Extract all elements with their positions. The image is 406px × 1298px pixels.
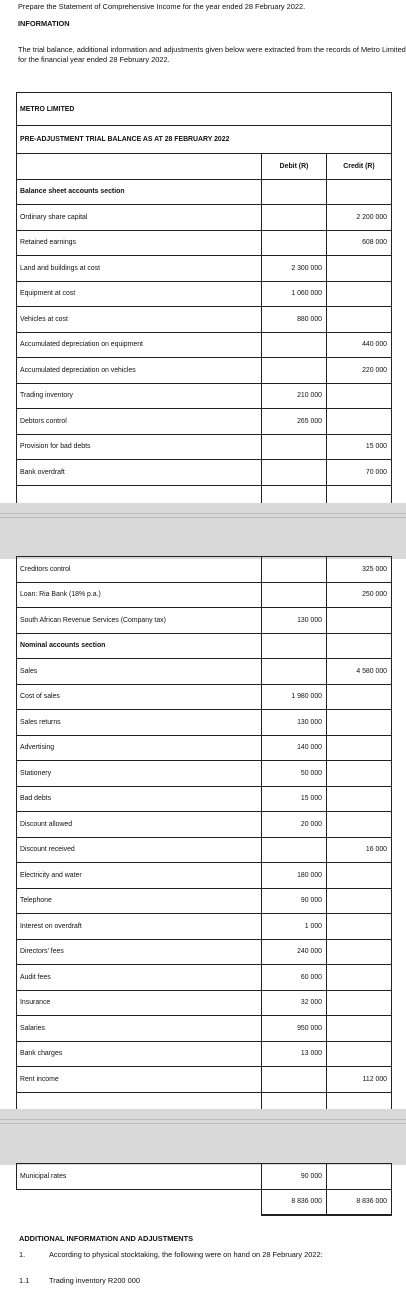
table-row (17, 990, 392, 1016)
table-row (17, 761, 392, 787)
section-row (17, 633, 392, 659)
table-row (17, 684, 392, 710)
account-name: Rent income (17, 1067, 262, 1093)
totals-row (17, 1189, 392, 1215)
header-row (17, 154, 392, 180)
table-row (17, 1164, 392, 1190)
account-name: Debtors control (17, 409, 262, 435)
table-row (17, 1016, 392, 1042)
table-row (17, 460, 392, 486)
account-name: Discount received (17, 837, 262, 863)
table-row (17, 281, 392, 307)
credit-value (327, 888, 392, 914)
account-name: Equipment at cost (17, 281, 262, 307)
account-name: Ordinary share capital (17, 205, 262, 231)
credit-value (327, 608, 392, 634)
table-row (17, 409, 392, 435)
credit-value (327, 735, 392, 761)
total-credit: 8 836 000 (327, 1189, 392, 1215)
information-heading: INFORMATION (18, 19, 70, 28)
table-row (17, 735, 392, 761)
debit-value (262, 434, 327, 460)
account-name: Insurance (17, 990, 262, 1016)
debit-value: 50 000 (262, 761, 327, 787)
debit-value: 180 000 (262, 863, 327, 889)
credit-value (327, 409, 392, 435)
credit-value: 4 580 000 (327, 659, 392, 685)
additional-info-heading: ADDITIONAL INFORMATION AND ADJUSTMENTS (19, 1234, 194, 1243)
table-row (17, 434, 392, 460)
credit-value: 70 000 (327, 460, 392, 486)
debit-value (262, 230, 327, 256)
table-row (17, 582, 392, 608)
credit-value: 15 000 (327, 434, 392, 460)
debit-value (262, 358, 327, 384)
credit-value (327, 1016, 392, 1042)
debit-value: 130 000 (262, 608, 327, 634)
account-name: Stationery (17, 761, 262, 787)
account-name: Interest on overdraft (17, 914, 262, 940)
credit-value: 440 000 (327, 332, 392, 358)
table-row (17, 812, 392, 838)
credit-value: 250 000 (327, 582, 392, 608)
account-name: Trading inventory (17, 383, 262, 409)
item-1-text: According to physical stocktaking, the following were on hand on 28 February 2022: (49, 1250, 323, 1259)
section-row (17, 179, 392, 205)
debit-value: 60 000 (262, 965, 327, 991)
account-name: Salaries (17, 1016, 262, 1042)
account-name: Bad debts (17, 786, 262, 812)
table-row (17, 608, 392, 634)
trial-balance-table-part2 (16, 556, 392, 1118)
table-row (17, 383, 392, 409)
item-1-number: 1. (19, 1250, 26, 1259)
credit-value: 16 000 (327, 837, 392, 863)
debit-value: 140 000 (262, 735, 327, 761)
company-name: METRO LIMITED (17, 93, 392, 126)
account-name: Telephone (17, 888, 262, 914)
account-name: Accumulated depreciation on equipment (17, 332, 262, 358)
credit-value (327, 710, 392, 736)
debit-value (262, 582, 327, 608)
credit-value (327, 863, 392, 889)
table-row (17, 914, 392, 940)
account-name: Vehicles at cost (17, 307, 262, 333)
credit-value: 112 000 (327, 1067, 392, 1093)
credit-value (327, 786, 392, 812)
table-row (17, 358, 392, 384)
table-row (17, 1067, 392, 1093)
credit-value: 325 000 (327, 557, 392, 583)
debit-value: 265 000 (262, 409, 327, 435)
account-name: Loan: Ria Bank (18% p.a.) (17, 582, 262, 608)
account-name: Bank charges (17, 1041, 262, 1067)
account-name: Accumulated depreciation on vehicles (17, 358, 262, 384)
company-row (17, 93, 392, 126)
debit-value: 15 000 (262, 786, 327, 812)
credit-value (327, 761, 392, 787)
debit-column-header: Debit (R) (262, 154, 327, 180)
table-row (17, 965, 392, 991)
debit-value (262, 460, 327, 486)
debit-value: 1 000 (262, 914, 327, 940)
debit-value: 13 000 (262, 1041, 327, 1067)
trial-balance-table-part1 (16, 92, 392, 511)
table-row (17, 863, 392, 889)
table-row (17, 1041, 392, 1067)
account-name: Discount allowed (17, 812, 262, 838)
debit-value (262, 205, 327, 231)
debit-value: 950 000 (262, 1016, 327, 1042)
table-row (17, 710, 392, 736)
total-debit: 8 836 000 (262, 1189, 327, 1215)
section-balance-sheet: Balance sheet accounts section (17, 179, 262, 205)
instruction-text: Prepare the Statement of Comprehensive Income for the year ended 28 February 2022. (18, 2, 306, 11)
debit-value: 2 300 000 (262, 256, 327, 282)
table-row (17, 786, 392, 812)
debit-value (262, 659, 327, 685)
account-name: Directors' fees (17, 939, 262, 965)
credit-value: 2 200 000 (327, 205, 392, 231)
debit-value: 32 000 (262, 990, 327, 1016)
credit-value (327, 939, 392, 965)
account-name: Sales returns (17, 710, 262, 736)
credit-value (327, 256, 392, 282)
credit-value (327, 914, 392, 940)
page-break (0, 1109, 406, 1165)
credit-column-header: Credit (R) (327, 154, 392, 180)
account-name: Provision for bad debts (17, 434, 262, 460)
account-name: Bank overdraft (17, 460, 262, 486)
account-name: Sales (17, 659, 262, 685)
debit-value: 210 000 (262, 383, 327, 409)
credit-value (327, 684, 392, 710)
table-row (17, 205, 392, 231)
debit-value: 1 980 000 (262, 684, 327, 710)
debit-value: 1 060 000 (262, 281, 327, 307)
debit-value (262, 557, 327, 583)
credit-value (327, 990, 392, 1016)
debit-value (262, 332, 327, 358)
account-name: Advertising (17, 735, 262, 761)
title-row (17, 126, 392, 154)
page-break (0, 503, 406, 559)
credit-value: 608 000 (327, 230, 392, 256)
table-row (17, 837, 392, 863)
account-name: Creditors control (17, 557, 262, 583)
table-row (17, 307, 392, 333)
account-name: Retained earnings (17, 230, 262, 256)
account-name: Audit fees (17, 965, 262, 991)
item-1-1-number: 1.1 (19, 1276, 30, 1285)
credit-value (327, 281, 392, 307)
credit-value (327, 812, 392, 838)
intro-paragraph-line1: The trial balance, additional information and adjustments given below were extracted from the records of Metro Limited (18, 45, 406, 54)
debit-value: 240 000 (262, 939, 327, 965)
account-name: South African Revenue Services (Company tax) (17, 608, 262, 634)
credit-value (327, 383, 392, 409)
debit-value: 880 000 (262, 307, 327, 333)
account-name: Electricity and water (17, 863, 262, 889)
section-nominal: Nominal accounts section (17, 633, 262, 659)
trial-balance-table-part3 (16, 1163, 392, 1216)
debit-value: 20 000 (262, 812, 327, 838)
account-name: Land and buildings at cost (17, 256, 262, 282)
credit-value (327, 307, 392, 333)
account-name: Municipal rates (17, 1164, 262, 1190)
table-row (17, 256, 392, 282)
table-row (17, 230, 392, 256)
credit-value (327, 1041, 392, 1067)
debit-value: 90 000 (262, 888, 327, 914)
debit-value (262, 837, 327, 863)
table-row (17, 332, 392, 358)
credit-value (327, 1164, 392, 1190)
account-name: Cost of sales (17, 684, 262, 710)
trial-balance-title: PRE-ADJUSTMENT TRIAL BALANCE AS AT 28 FEBRUARY 2022 (17, 126, 392, 154)
credit-value: 220 000 (327, 358, 392, 384)
credit-value (327, 965, 392, 991)
table-row (17, 659, 392, 685)
debit-value: 90 000 (262, 1164, 327, 1190)
debit-value (262, 1067, 327, 1093)
table-row (17, 557, 392, 583)
table-row (17, 939, 392, 965)
table-row (17, 888, 392, 914)
intro-paragraph-line2: for the financial year ended 28 February 2022. (18, 55, 170, 64)
item-1-1-text: Trading inventory R200 000 (49, 1276, 140, 1285)
debit-value: 130 000 (262, 710, 327, 736)
